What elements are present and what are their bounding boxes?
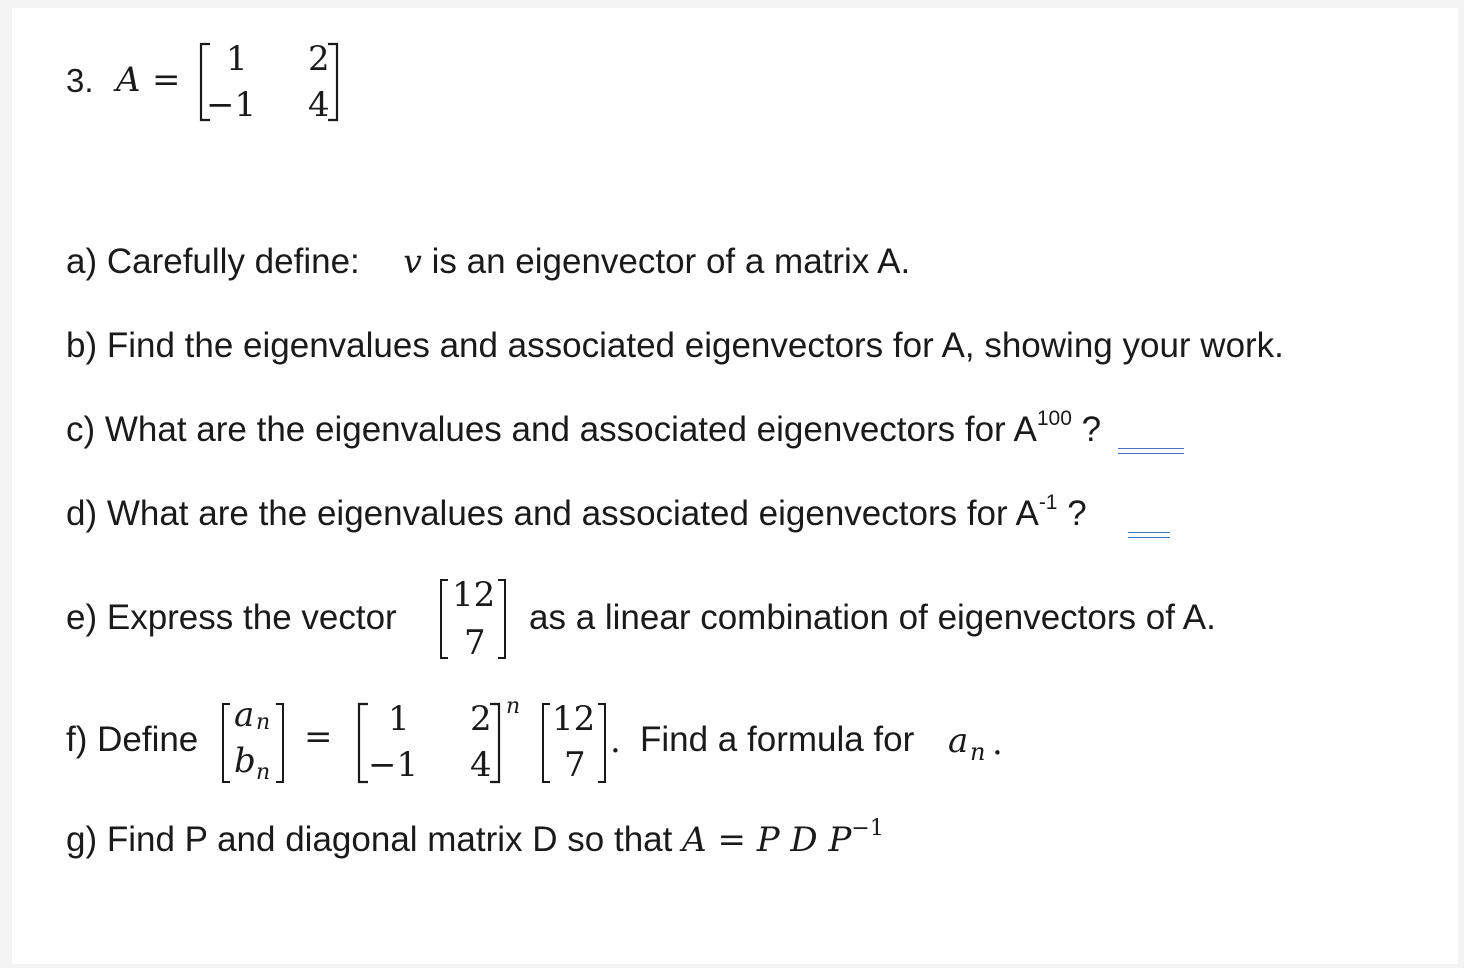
matrix-cell: −1: [206, 85, 257, 125]
right-bracket: [326, 42, 340, 122]
left-bracket: [540, 702, 552, 784]
part-f-post: Find a formula for: [640, 720, 915, 759]
part-a-var: v: [403, 242, 422, 281]
part-b-text: b) Find the eigenvalues and associated eigenvectors for A, showing your work.: [66, 326, 1284, 365]
part-e-post: as a linear combination of eigenvectors of A.: [529, 598, 1216, 637]
right-bracket: [596, 702, 608, 784]
part-g: [66, 816, 884, 860]
lhs-entry: b: [234, 741, 256, 781]
part-e-pre: e) Express the vector: [66, 598, 397, 637]
part-f-pre: f) Define: [66, 720, 199, 759]
vector-entry: 7: [564, 745, 586, 785]
period: .: [610, 721, 621, 761]
lhs-entry: a: [234, 695, 255, 735]
matrix-cell: −1: [368, 745, 419, 785]
problem-number: 3.: [66, 62, 94, 99]
part-a-text: is an eigenvector of a matrix A.: [421, 242, 911, 281]
vector-entry: 12: [552, 699, 596, 739]
part-g-eq: A = P D P: [682, 820, 852, 860]
right-bracket: [496, 578, 508, 660]
matrix-power: n: [506, 694, 521, 719]
matrix-cell: 4: [470, 745, 492, 785]
spellcheck-underline: [1128, 532, 1170, 538]
matrix-cell: 2: [470, 699, 492, 739]
part-a: [66, 242, 910, 282]
left-bracket: [220, 702, 232, 784]
matrix-cell: 2: [308, 39, 330, 79]
part-g-sup: −1: [851, 816, 884, 841]
left-bracket: [438, 578, 450, 660]
part-a-label: a) Carefully define:: [66, 242, 360, 281]
part-f-var: a: [948, 721, 969, 761]
part-d-text: d) What are the eigenvalues and associated eigenvectors for A: [66, 494, 1039, 533]
part-b: [66, 326, 1284, 366]
matrix-cell: 1: [226, 39, 248, 79]
part-f-var-sub: n: [970, 738, 986, 766]
matrix-cell: 1: [388, 699, 410, 739]
matrix-name: A: [116, 60, 141, 100]
lhs-subscript: n: [256, 710, 271, 735]
part-c-text: c) What are the eigenvalues and associated eigenvectors for A: [66, 410, 1037, 449]
part-d: [66, 491, 1087, 534]
part-d-end: ?: [1057, 494, 1087, 533]
vector-entry: 12: [452, 575, 496, 615]
right-bracket: [274, 702, 286, 784]
part-f-end: .: [992, 723, 1003, 763]
equals-sign: =: [304, 717, 333, 757]
part-c-sup: 100: [1036, 407, 1072, 430]
vector-entry: 7: [464, 623, 486, 663]
lhs-subscript: n: [256, 760, 271, 785]
matrix-cell: 4: [308, 85, 330, 125]
document-page: [12, 8, 1458, 964]
right-bracket: [488, 702, 502, 784]
spellcheck-underline: [1118, 448, 1184, 454]
part-c-end: ?: [1071, 410, 1102, 449]
part-d-sup: -1: [1038, 491, 1058, 514]
equals-sign: =: [152, 60, 181, 100]
part-g-text: g) Find P and diagonal matrix D so that: [66, 820, 673, 859]
part-c: [66, 407, 1102, 450]
